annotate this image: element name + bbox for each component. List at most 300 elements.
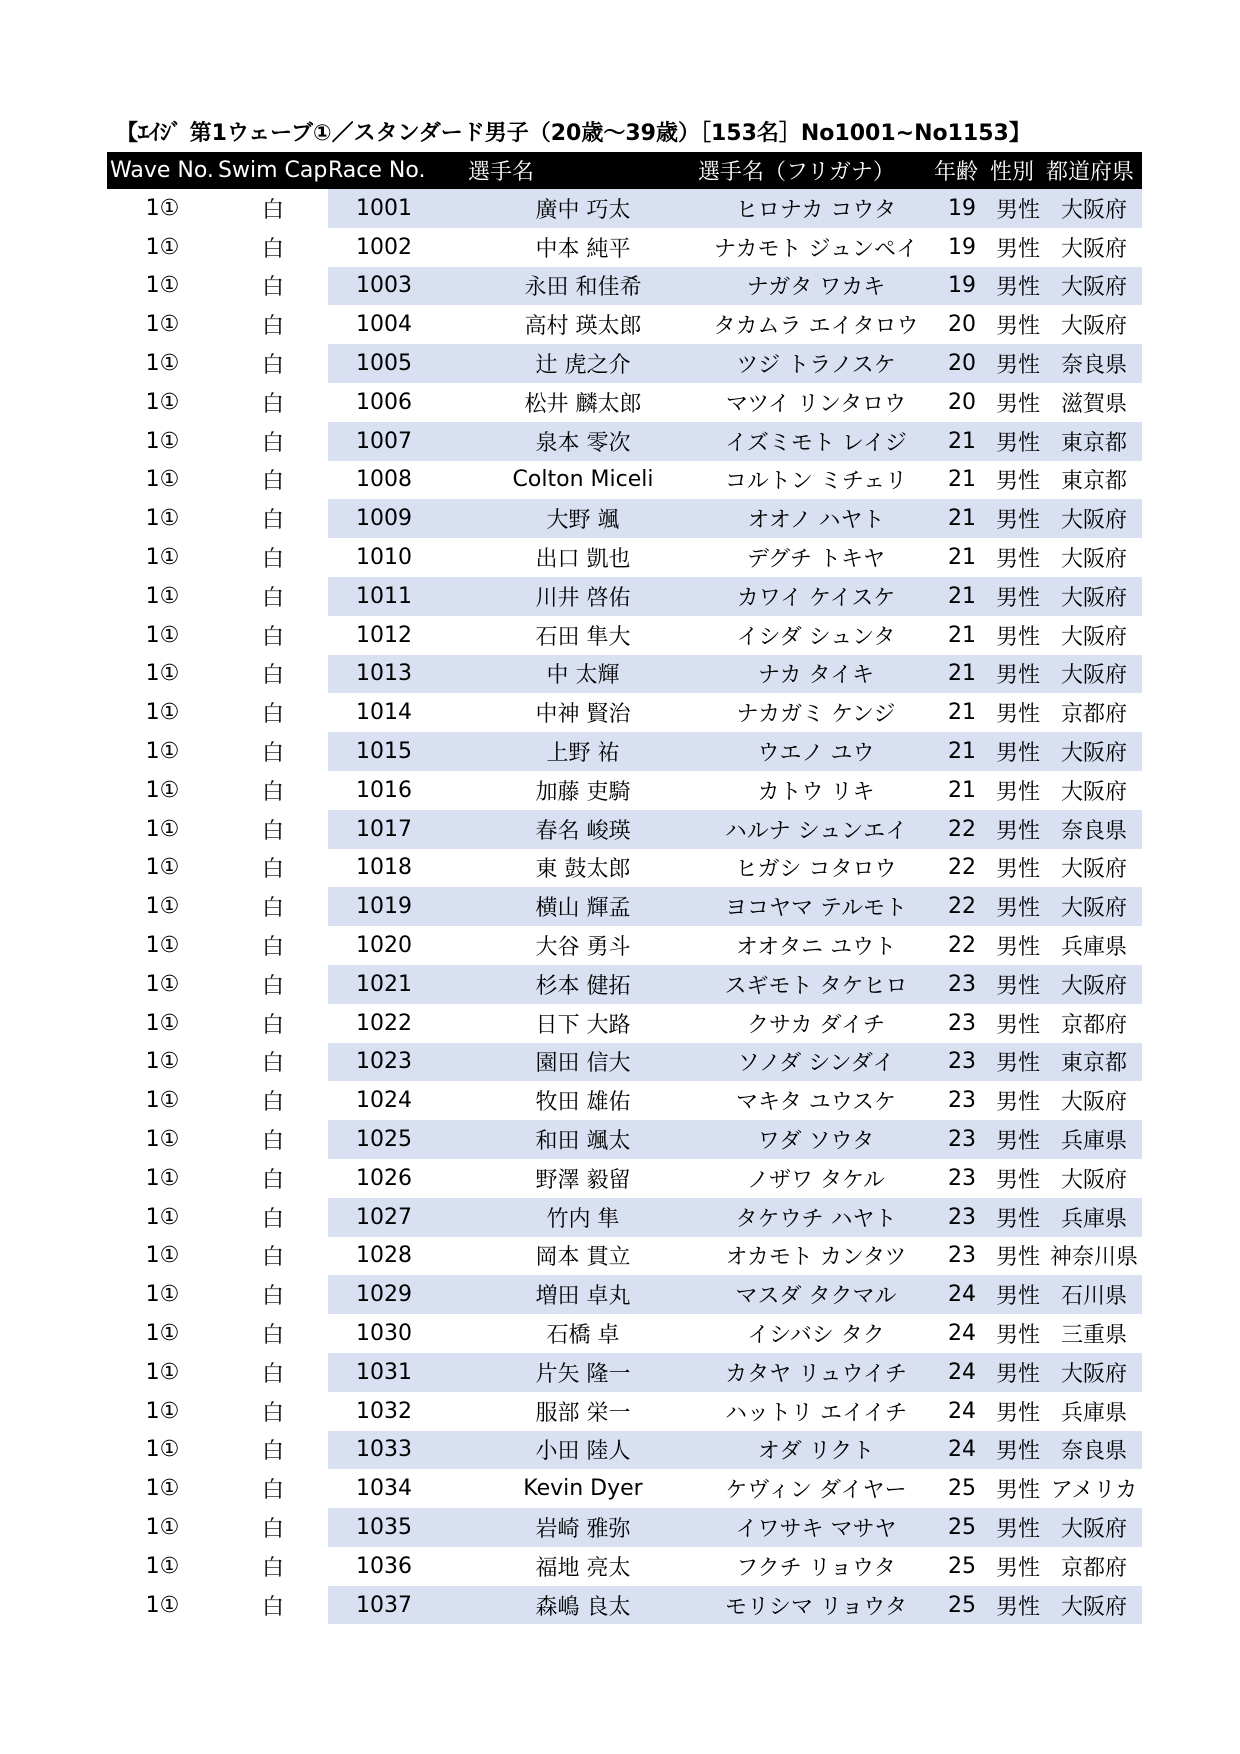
cell-race-no: 1005 bbox=[328, 344, 468, 383]
cell-race-no: 1023 bbox=[328, 1043, 468, 1082]
cell-prefecture: 奈良県 bbox=[1046, 344, 1142, 383]
table-row bbox=[107, 1314, 1142, 1353]
cell-prefecture: 東京都 bbox=[1060, 469, 1127, 495]
cell-wave-no: 1① bbox=[145, 894, 180, 920]
cell-wave-no: 1① bbox=[145, 1553, 180, 1579]
cell-name: 東 鼓太郎 bbox=[535, 857, 631, 883]
cell-age: 24 bbox=[948, 1321, 976, 1346]
table-row bbox=[107, 383, 1142, 422]
cell-name-kana: クサカ ダイチ bbox=[746, 1012, 886, 1038]
cell-age: 23 bbox=[948, 1165, 976, 1191]
table-row bbox=[107, 1353, 1142, 1392]
cell-age: 22 bbox=[948, 855, 976, 881]
table-row bbox=[107, 1469, 1142, 1508]
cell-name: 和田 颯太 bbox=[468, 1120, 698, 1159]
cell-race-no: 1021 bbox=[328, 965, 468, 1004]
cell-name: 中本 純平 bbox=[535, 236, 631, 262]
table-row bbox=[107, 267, 1142, 306]
cell-prefecture: 大阪府 bbox=[1046, 577, 1142, 616]
cell-sex: 男性 bbox=[990, 965, 1046, 1004]
cell-swim-cap: 白 bbox=[261, 779, 284, 805]
cell-prefecture: 兵庫県 bbox=[1060, 935, 1127, 961]
table-row bbox=[107, 655, 1142, 694]
table-row bbox=[107, 228, 1142, 267]
cell-race-no: 1034 bbox=[356, 1476, 412, 1502]
cell-race-no: 1024 bbox=[356, 1088, 412, 1114]
cell-name-kana: ヒガシ コタロウ bbox=[735, 857, 897, 883]
cell-race-no: 1013 bbox=[328, 655, 468, 694]
table-row bbox=[107, 1120, 1142, 1159]
cell-name-kana: モリシマ リョウタ bbox=[698, 1586, 934, 1625]
cell-swim-cap: 白 bbox=[261, 935, 284, 961]
header-prefecture: 都道府県 bbox=[1046, 152, 1142, 189]
cell-age: 24 bbox=[934, 1431, 990, 1470]
cell-name-kana: オダ リクト bbox=[698, 1431, 934, 1470]
cell-swim-cap: 白 bbox=[261, 1361, 284, 1387]
cell-prefecture: 大阪府 bbox=[1060, 624, 1127, 650]
table-row bbox=[107, 1508, 1142, 1547]
table-body bbox=[107, 189, 1142, 1624]
cell-sex: 男性 bbox=[995, 1090, 1040, 1116]
cell-wave-no: 1① bbox=[145, 1592, 180, 1618]
cell-age: 19 bbox=[934, 267, 990, 306]
cell-age: 25 bbox=[948, 1553, 976, 1579]
cell-race-no: 1012 bbox=[356, 622, 412, 648]
cell-swim-cap: 白 bbox=[261, 624, 284, 650]
cell-prefecture: 大阪府 bbox=[1046, 965, 1142, 1004]
cell-prefecture: 大阪府 bbox=[1060, 236, 1127, 262]
cell-age: 23 bbox=[934, 1120, 990, 1159]
header-wave-no: Wave No. bbox=[107, 152, 218, 189]
cell-age: 23 bbox=[948, 1010, 976, 1036]
cell-prefecture: 石川県 bbox=[1046, 1275, 1142, 1314]
cell-wave-no: 1① bbox=[145, 933, 180, 959]
cell-name-kana: マキタ ユウスケ bbox=[735, 1090, 897, 1116]
cell-age: 25 bbox=[934, 1586, 990, 1625]
cell-wave-no: 1① bbox=[145, 971, 180, 997]
cell-name: 中神 賢治 bbox=[535, 702, 631, 728]
cell-sex: 男性 bbox=[995, 1012, 1040, 1038]
cell-age: 24 bbox=[948, 1398, 976, 1424]
cell-race-no: 1017 bbox=[328, 810, 468, 849]
cell-name: 上野 祐 bbox=[468, 732, 698, 771]
cell-race-no: 1003 bbox=[328, 267, 468, 306]
cell-age: 22 bbox=[948, 933, 976, 959]
table-row bbox=[107, 1275, 1142, 1314]
cell-wave-no: 1① bbox=[145, 273, 180, 299]
cell-wave-no: 1① bbox=[145, 234, 180, 260]
cell-age: 21 bbox=[934, 499, 990, 538]
cell-name-kana: タケウチ ハヤト bbox=[698, 1198, 934, 1237]
cell-age: 22 bbox=[934, 810, 990, 849]
cell-name-kana: マツイ リンタロウ bbox=[725, 391, 907, 417]
cell-name: 松井 麟太郎 bbox=[524, 391, 642, 417]
cell-age: 21 bbox=[948, 545, 976, 571]
cell-wave-no: 1① bbox=[145, 1282, 180, 1308]
cell-name-kana: ハットリ エイイチ bbox=[725, 1400, 907, 1426]
cell-age: 23 bbox=[948, 1088, 976, 1114]
cell-name: 野澤 毅留 bbox=[535, 1167, 631, 1193]
cell-sex: 男性 bbox=[990, 1431, 1046, 1470]
table-row bbox=[107, 616, 1142, 655]
cell-swim-cap: 白 bbox=[261, 1323, 284, 1348]
cell-swim-cap: 白 bbox=[261, 469, 284, 495]
cell-swim-cap: 白 bbox=[261, 1478, 284, 1504]
cell-sex: 男性 bbox=[995, 1400, 1040, 1426]
cell-sex: 男性 bbox=[995, 1245, 1040, 1271]
cell-swim-cap: 白 bbox=[261, 353, 284, 379]
table-row bbox=[107, 926, 1142, 965]
cell-age: 23 bbox=[934, 965, 990, 1004]
cell-wave-no: 1① bbox=[145, 1321, 180, 1346]
cell-race-no: 1008 bbox=[356, 467, 412, 493]
cell-race-no: 1036 bbox=[356, 1553, 412, 1579]
cell-name: 増田 卓丸 bbox=[468, 1275, 698, 1314]
cell-prefecture: 京都府 bbox=[1060, 702, 1127, 728]
cell-wave-no: 1① bbox=[145, 855, 180, 881]
header-swim-cap: Swim Cap bbox=[218, 152, 328, 189]
cell-age: 24 bbox=[934, 1275, 990, 1314]
cell-swim-cap: 白 bbox=[261, 1012, 284, 1038]
cell-prefecture: 東京都 bbox=[1046, 1043, 1142, 1082]
cell-swim-cap: 白 bbox=[261, 818, 284, 844]
cell-prefecture: 京都府 bbox=[1060, 1012, 1127, 1038]
cell-wave-no: 1① bbox=[145, 777, 180, 803]
cell-wave-no: 1① bbox=[145, 1204, 180, 1230]
cell-name-kana: イワサキ マサヤ bbox=[698, 1508, 934, 1547]
cell-prefecture: 神奈川県 bbox=[1049, 1245, 1138, 1271]
cell-wave-no: 1① bbox=[145, 1359, 180, 1385]
cell-race-no: 1002 bbox=[356, 234, 412, 260]
cell-name: 川井 啓佑 bbox=[468, 577, 698, 616]
cell-wave-no: 1① bbox=[145, 1243, 180, 1269]
cell-prefecture: 滋賀県 bbox=[1060, 391, 1127, 417]
cell-age: 19 bbox=[934, 189, 990, 228]
cell-name-kana: ナカガミ ケンジ bbox=[736, 702, 896, 728]
cell-name-kana: コルトン ミチェリ bbox=[724, 469, 908, 495]
cell-name-kana: ナガタ ワカキ bbox=[698, 267, 934, 306]
cell-name: 辻 虎之介 bbox=[468, 344, 698, 383]
cell-age: 21 bbox=[948, 467, 976, 493]
cell-prefecture: 大阪府 bbox=[1046, 655, 1142, 694]
cell-name: 竹内 隼 bbox=[468, 1198, 698, 1237]
table-row bbox=[107, 499, 1142, 538]
cell-swim-cap: 白 bbox=[261, 702, 284, 728]
cell-swim-cap: 白 bbox=[261, 1090, 284, 1116]
cell-swim-cap: 白 bbox=[261, 896, 284, 922]
cell-sex: 男性 bbox=[990, 422, 1046, 461]
cell-wave-no: 1① bbox=[145, 1514, 180, 1540]
cell-sex: 男性 bbox=[995, 236, 1040, 262]
cell-prefecture: 奈良県 bbox=[1046, 1431, 1142, 1470]
cell-name: Kevin Dyer bbox=[523, 1476, 643, 1502]
cell-wave-no: 1① bbox=[145, 583, 180, 609]
cell-prefecture: 兵庫県 bbox=[1046, 1120, 1142, 1159]
cell-name-kana: ヒロナカ コウタ bbox=[698, 189, 934, 228]
cell-name: 出口 凱也 bbox=[535, 547, 631, 573]
cell-wave-no: 1① bbox=[145, 1398, 180, 1424]
table-row bbox=[107, 1004, 1142, 1043]
cell-name-kana: マスダ タクマル bbox=[698, 1275, 934, 1314]
cell-race-no: 1014 bbox=[356, 700, 412, 726]
cell-race-no: 1033 bbox=[328, 1431, 468, 1470]
cell-prefecture: 大阪府 bbox=[1060, 779, 1127, 805]
cell-wave-no: 1① bbox=[145, 700, 180, 726]
cell-race-no: 1019 bbox=[328, 887, 468, 926]
cell-race-no: 1006 bbox=[356, 389, 412, 415]
cell-prefecture: 大阪府 bbox=[1060, 547, 1127, 573]
cell-race-no: 1027 bbox=[328, 1198, 468, 1237]
cell-sex: 男性 bbox=[990, 887, 1046, 926]
cell-name-kana: デグチ トキヤ bbox=[746, 547, 886, 573]
cell-name: 泉本 零次 bbox=[468, 422, 698, 461]
cell-sex: 男性 bbox=[990, 1198, 1046, 1237]
table-row bbox=[107, 1431, 1142, 1470]
cell-wave-no: 1① bbox=[145, 428, 180, 454]
table-row bbox=[107, 1237, 1142, 1276]
cell-prefecture: 大阪府 bbox=[1060, 1090, 1127, 1116]
cell-name: 片矢 隆一 bbox=[468, 1353, 698, 1392]
cell-name: 横山 輝孟 bbox=[468, 887, 698, 926]
cell-sex: 男性 bbox=[990, 1586, 1046, 1625]
table-row bbox=[107, 1159, 1142, 1198]
cell-swim-cap: 白 bbox=[261, 857, 284, 883]
cell-prefecture: 大阪府 bbox=[1046, 1508, 1142, 1547]
cell-age: 21 bbox=[934, 422, 990, 461]
cell-sex: 男性 bbox=[990, 499, 1046, 538]
cell-sex: 男性 bbox=[990, 1275, 1046, 1314]
table-row bbox=[107, 189, 1142, 228]
cell-wave-no: 1① bbox=[145, 661, 180, 687]
cell-name-kana: ケヴィン ダイヤー bbox=[725, 1478, 907, 1504]
cell-name-kana: オカモト カンタツ bbox=[725, 1245, 907, 1271]
cell-wave-no: 1① bbox=[145, 1049, 180, 1075]
cell-race-no: 1009 bbox=[328, 499, 468, 538]
cell-name-kana: スギモト タケヒロ bbox=[698, 965, 934, 1004]
cell-swim-cap: 白 bbox=[261, 1400, 284, 1426]
cell-swim-cap: 白 bbox=[261, 275, 284, 301]
cell-swim-cap: 白 bbox=[261, 1167, 284, 1193]
cell-race-no: 1001 bbox=[328, 189, 468, 228]
cell-sex: 男性 bbox=[995, 314, 1040, 340]
cell-sex: 男性 bbox=[990, 267, 1046, 306]
cell-name-kana: オオタニ ユウト bbox=[735, 935, 897, 961]
cell-sex: 男性 bbox=[990, 1353, 1046, 1392]
cell-race-no: 1020 bbox=[356, 933, 412, 959]
cell-race-no: 1007 bbox=[328, 422, 468, 461]
cell-age: 22 bbox=[934, 887, 990, 926]
cell-wave-no: 1① bbox=[145, 1476, 180, 1502]
cell-age: 23 bbox=[934, 1043, 990, 1082]
cell-wave-no: 1① bbox=[145, 739, 180, 765]
cell-prefecture: 大阪府 bbox=[1046, 732, 1142, 771]
cell-age: 23 bbox=[934, 1198, 990, 1237]
cell-prefecture: 奈良県 bbox=[1046, 810, 1142, 849]
table-row bbox=[107, 887, 1142, 926]
cell-swim-cap: 白 bbox=[261, 314, 284, 340]
cell-prefecture: 大阪府 bbox=[1060, 314, 1127, 340]
cell-name: 服部 栄一 bbox=[535, 1400, 631, 1426]
cell-race-no: 1032 bbox=[356, 1398, 412, 1424]
cell-age: 21 bbox=[948, 700, 976, 726]
table-row bbox=[107, 1198, 1142, 1237]
cell-sex: 男性 bbox=[990, 1508, 1046, 1547]
cell-wave-no: 1① bbox=[145, 1088, 180, 1114]
participant-table bbox=[107, 152, 1142, 1624]
cell-age: 21 bbox=[934, 732, 990, 771]
cell-swim-cap: 白 bbox=[261, 663, 284, 689]
table-row bbox=[107, 849, 1142, 888]
cell-race-no: 1037 bbox=[328, 1586, 468, 1625]
table-row bbox=[107, 693, 1142, 732]
cell-name-kana: イシダ シュンタ bbox=[736, 624, 896, 650]
cell-age: 25 bbox=[934, 1508, 990, 1547]
cell-swim-cap: 白 bbox=[261, 430, 284, 456]
cell-swim-cap: 白 bbox=[261, 547, 284, 573]
cell-name: 日下 大路 bbox=[535, 1012, 631, 1038]
cell-sex: 男性 bbox=[990, 577, 1046, 616]
cell-age: 21 bbox=[934, 577, 990, 616]
cell-sex: 男性 bbox=[995, 624, 1040, 650]
cell-name-kana: カトウ リキ bbox=[757, 779, 875, 805]
cell-race-no: 1026 bbox=[356, 1165, 412, 1191]
cell-name-kana: フクチ リョウタ bbox=[736, 1555, 896, 1581]
cell-name: 大谷 勇斗 bbox=[535, 935, 631, 961]
table-row bbox=[107, 344, 1142, 383]
header-sex: 性別 bbox=[990, 152, 1046, 189]
cell-name: 岡本 貫立 bbox=[535, 1245, 631, 1271]
cell-name: 高村 瑛太郎 bbox=[524, 314, 642, 340]
cell-swim-cap: 白 bbox=[261, 236, 284, 262]
cell-age: 20 bbox=[948, 389, 976, 415]
header-age: 年齢 bbox=[934, 152, 990, 189]
cell-sex: 男性 bbox=[990, 1120, 1046, 1159]
cell-race-no: 1025 bbox=[328, 1120, 468, 1159]
cell-name: 石橋 卓 bbox=[546, 1323, 620, 1348]
table-row bbox=[107, 422, 1142, 461]
cell-name: 岩崎 雅弥 bbox=[468, 1508, 698, 1547]
cell-prefecture: 大阪府 bbox=[1046, 189, 1142, 228]
cell-wave-no: 1① bbox=[145, 1437, 180, 1463]
cell-name-kana: イシバシ タク bbox=[747, 1323, 885, 1348]
cell-name: 春名 峻瑛 bbox=[468, 810, 698, 849]
header-name: 選手名 bbox=[468, 152, 698, 189]
cell-name-kana: ヨコヤマ テルモト bbox=[698, 887, 934, 926]
cell-swim-cap: 白 bbox=[261, 1206, 284, 1232]
cell-prefecture: 大阪府 bbox=[1046, 887, 1142, 926]
cell-swim-cap: 白 bbox=[261, 1129, 284, 1155]
table-row bbox=[107, 538, 1142, 577]
table-row bbox=[107, 461, 1142, 500]
table-row bbox=[107, 1081, 1142, 1120]
cell-name: 大野 颯 bbox=[468, 499, 698, 538]
header-name-kana: 選手名（フリガナ） bbox=[698, 152, 934, 189]
page-title: 【ｴｲｼﾞ 第1ウェーブ①／スタンダード男子（20歳～39歳）［153名］No1001~No1153】 bbox=[116, 121, 1031, 146]
cell-sex: 男性 bbox=[995, 1555, 1040, 1581]
cell-prefecture: 京都府 bbox=[1060, 1555, 1127, 1581]
cell-sex: 男性 bbox=[990, 344, 1046, 383]
cell-name: 加藤 吏騎 bbox=[535, 779, 631, 805]
cell-wave-no: 1① bbox=[145, 312, 180, 338]
cell-swim-cap: 白 bbox=[261, 1284, 284, 1310]
cell-swim-cap: 白 bbox=[261, 1555, 284, 1581]
cell-wave-no: 1① bbox=[145, 1010, 180, 1036]
cell-name-kana: タカムラ エイタロウ bbox=[713, 314, 919, 340]
cell-age: 24 bbox=[934, 1353, 990, 1392]
cell-swim-cap: 白 bbox=[261, 585, 284, 611]
cell-swim-cap: 白 bbox=[261, 973, 284, 999]
cell-swim-cap: 白 bbox=[261, 1245, 284, 1271]
cell-age: 21 bbox=[948, 777, 976, 803]
cell-name-kana: イズミモト レイジ bbox=[698, 422, 934, 461]
cell-sex: 男性 bbox=[995, 935, 1040, 961]
cell-prefecture: 大阪府 bbox=[1060, 857, 1127, 883]
cell-swim-cap: 白 bbox=[261, 1439, 284, 1465]
cell-race-no: 1016 bbox=[356, 777, 412, 803]
cell-sex: 男性 bbox=[995, 1167, 1040, 1193]
cell-name-kana: オオノ ハヤト bbox=[698, 499, 934, 538]
cell-age: 20 bbox=[934, 344, 990, 383]
cell-swim-cap: 白 bbox=[261, 391, 284, 417]
cell-name: 杉本 健拓 bbox=[468, 965, 698, 1004]
cell-name: 中 太輝 bbox=[468, 655, 698, 694]
cell-race-no: 1004 bbox=[356, 312, 412, 338]
cell-wave-no: 1① bbox=[145, 622, 180, 648]
table-header-row bbox=[107, 152, 1142, 189]
cell-sex: 男性 bbox=[995, 1323, 1040, 1348]
cell-prefecture: 大阪府 bbox=[1046, 267, 1142, 306]
cell-sex: 男性 bbox=[995, 1478, 1040, 1504]
cell-name-kana: ナカ タイキ bbox=[698, 655, 934, 694]
cell-name-kana: ハルナ シュンエイ bbox=[698, 810, 934, 849]
table-row bbox=[107, 577, 1142, 616]
cell-race-no: 1011 bbox=[328, 577, 468, 616]
cell-prefecture: 兵庫県 bbox=[1046, 1198, 1142, 1237]
cell-swim-cap: 白 bbox=[261, 508, 284, 534]
cell-name-kana: ソノダ シンダイ bbox=[698, 1043, 934, 1082]
cell-name: Colton Miceli bbox=[512, 467, 654, 493]
cell-sex: 男性 bbox=[990, 655, 1046, 694]
cell-prefecture: 大阪府 bbox=[1060, 1167, 1127, 1193]
cell-name: 石田 隼大 bbox=[535, 624, 631, 650]
cell-sex: 男性 bbox=[995, 702, 1040, 728]
cell-swim-cap: 白 bbox=[261, 741, 284, 767]
cell-prefecture: 大阪府 bbox=[1046, 1353, 1142, 1392]
cell-sex: 男性 bbox=[990, 810, 1046, 849]
cell-name-kana: ワダ ソウタ bbox=[698, 1120, 934, 1159]
cell-wave-no: 1① bbox=[145, 389, 180, 415]
cell-sex: 男性 bbox=[995, 857, 1040, 883]
cell-name: 福地 亮太 bbox=[535, 1555, 631, 1581]
cell-age: 21 bbox=[934, 655, 990, 694]
cell-swim-cap: 白 bbox=[261, 1051, 284, 1077]
table-row bbox=[107, 1547, 1142, 1586]
cell-name-kana: ナカモト ジュンペイ bbox=[713, 236, 919, 262]
cell-wave-no: 1① bbox=[145, 816, 180, 842]
cell-swim-cap: 白 bbox=[261, 1516, 284, 1542]
cell-name: 永田 和佳希 bbox=[468, 267, 698, 306]
cell-name: 小田 陸人 bbox=[468, 1431, 698, 1470]
cell-name: 牧田 雄佑 bbox=[535, 1090, 631, 1116]
cell-age: 21 bbox=[948, 622, 976, 648]
cell-wave-no: 1① bbox=[145, 1165, 180, 1191]
cell-name-kana: ツジ トラノスケ bbox=[698, 344, 934, 383]
cell-prefecture: アメリカ bbox=[1050, 1478, 1138, 1504]
cell-race-no: 1035 bbox=[328, 1508, 468, 1547]
table-row bbox=[107, 965, 1142, 1004]
cell-race-no: 1015 bbox=[328, 732, 468, 771]
cell-race-no: 1028 bbox=[356, 1243, 412, 1269]
